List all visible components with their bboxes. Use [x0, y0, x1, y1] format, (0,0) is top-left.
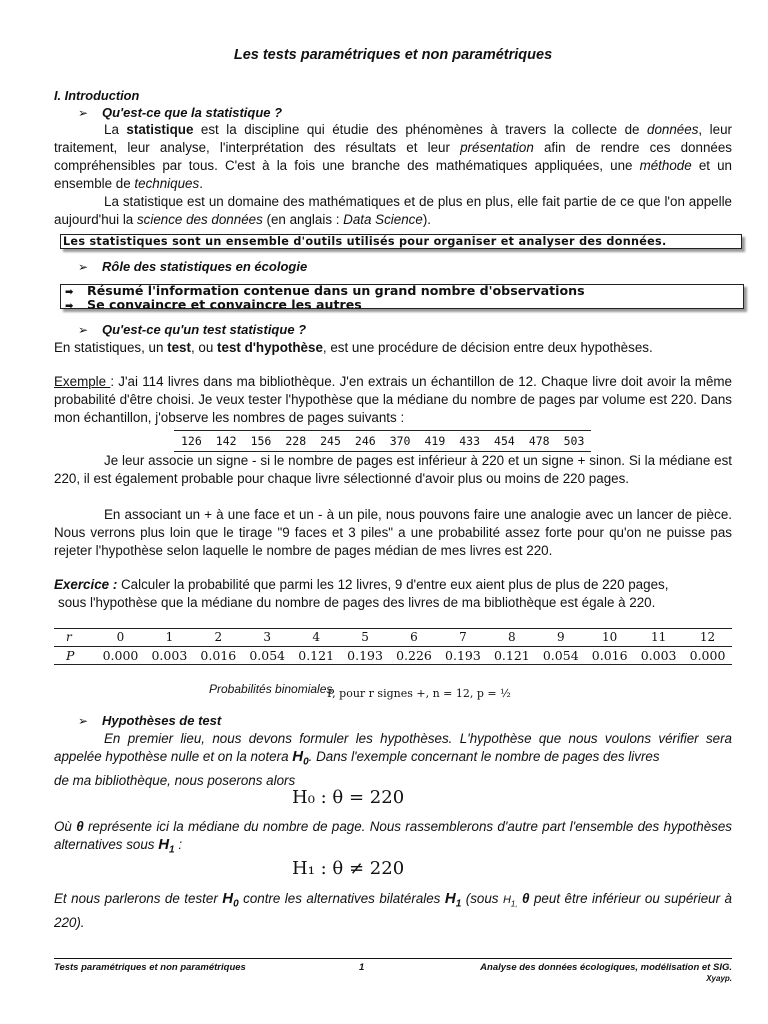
table-cell: 0.016	[200, 648, 237, 663]
table-cell: 0	[116, 630, 125, 644]
table-cell: 142	[209, 431, 244, 452]
footer-author: Xyayp.	[706, 974, 732, 983]
paragraph-data-science: La statistique est un domaine des mathématiques et de plus en plus, elle fait partie de ce que l'on appelle aujourd'hui la science des données (en anglais : Data Science).	[54, 194, 732, 227]
table-cell: 0.000	[689, 648, 726, 663]
table-cell: 7	[459, 630, 467, 644]
footer-right: Analyse des données écologiques, modélisation et SIG.	[480, 962, 732, 973]
highlight-box-definition: Les statistiques sont un ensemble d'outils utilisés pour organiser et analyser des données.	[60, 234, 742, 249]
arrow-bullet-icon: ➢	[78, 260, 89, 274]
table-cell: 9	[556, 630, 565, 644]
table-cell: 3	[263, 630, 272, 644]
role-item: ➡ Résumé l'information contenue dans un grand nombre d'observations	[65, 283, 585, 298]
section-heading: I. Introduction	[54, 88, 140, 103]
table-cell: 433	[452, 431, 487, 452]
footer-left: Tests paramétriques et non paramétriques	[54, 962, 246, 973]
exercise-label: Exercice :	[54, 577, 118, 592]
table-cell: 0.226	[396, 648, 432, 663]
paragraph-definition: La statistique est la discipline qui étudie des phénomènes à travers la collecte de données, leur traitement, leur analyse, l'interprétation des résultats et leur présentation afin de rendre ces données compréhensibles par tous. C'est à la fois une branche des mathématiques appliquées, une méthode et un ensemble de techniques.	[54, 122, 732, 191]
bullet-heading: ➢ Qu'est-ce qu'un test statistique ?	[78, 322, 307, 337]
footer-divider	[54, 958, 732, 959]
document-page	[54, 0, 732, 1024]
table-cell: 370	[383, 431, 418, 452]
page-counts-table	[174, 430, 591, 452]
highlight-box-roles	[60, 283, 744, 312]
table-cell: 0.193	[347, 648, 383, 663]
role-item: ➡ Se convaincre et convaincre les autres	[65, 296, 362, 312]
table-cell: 0.003	[151, 648, 188, 663]
page-title: Les tests paramétriques et non paramétriques	[233, 47, 553, 63]
table-cell: 6	[410, 630, 418, 644]
table-cell: 0.016	[591, 648, 628, 663]
arrow-bullet-icon: ➢	[78, 714, 89, 728]
paragraph-example: Exemple : J'ai 114 livres dans ma bibliothèque. J'en extrais un échantillon de 12. Chaque livre doit avoir la même probabilité d'être choisi. Je veux tester l'hypothèse que la médiane du nombre de pages par volume est 220. Dans mon échantillon, j'observe les nombres de pages suivants :	[54, 374, 732, 425]
exercise-block: Exercice : Calculer la probabilité que parmi les 12 livres, 9 d'entre eux aient plus de plus de 220 pages, sous l'hypothèse que la médiane du nombre de pages des livres de ma bibliothèque est égale à 220.	[54, 577, 669, 610]
paragraph-coin-analogy: En associant un + à une face et un - à un pile, nous pouvons faire une analogie avec un lancer de pièce. Nous verrons plus loin que le tirage "9 faces et 3 piles" a une probabilité assez forte pour qu'on ne puisse pas rejeter l'hypothèse selon laquelle le nombre de pages médian de mes livres est 220.	[54, 507, 732, 558]
arrow-bullet-icon: ➢	[78, 106, 89, 120]
formula-h0: H₀ : θ = 220	[292, 787, 405, 808]
table-cell: 8	[508, 630, 516, 644]
bullet-heading: ➢ Hypothèses de test	[78, 713, 222, 728]
table-cell: 228	[278, 431, 313, 452]
table-row	[54, 647, 732, 664]
table-cell: 11	[650, 630, 667, 644]
table-cell: 503	[557, 431, 592, 452]
table-cell: 0.121	[298, 648, 335, 663]
table-cell: 454	[487, 431, 522, 452]
table-cell: 12	[699, 630, 716, 644]
table-cell: 10	[602, 630, 618, 644]
paragraph-signs: Je leur associe un signe - si le nombre de pages est inférieur à 220 et un signe + sinon. Si la médiane est 220, il est également probable pour chaque livre sélectionné d'avoir plus ou moins de 220 pages.	[54, 453, 732, 486]
paragraph-null-hypothesis: En premier lieu, nous devons formuler les hypothèses. L'hypothèse que nous voulons vérifier sera appelée hypothèse nulle et on la notera $H_0$. Dans l'exemple concernant le nombre de pages des livres de ma bibliothèque, nous poserons alors	[54, 731, 732, 788]
paragraph-bilateral-test: Et nous parlerons de tester $H_0$ contre les alternatives bilatérales $H_1$ (sous $H_{1,}$ θ peut être inférieur ou supérieur à 220).	[54, 890, 733, 930]
table-cell: 126	[174, 431, 209, 452]
table-cell: 1	[165, 630, 174, 644]
table-cell: 5	[361, 630, 369, 644]
arrow-bullet-icon: ➢	[78, 323, 89, 337]
row-label: r	[66, 630, 72, 644]
table-cell: 478	[522, 431, 557, 452]
table-cell: 0.193	[445, 648, 481, 663]
table-cell: 419	[417, 431, 452, 452]
table-cell: 245	[313, 431, 348, 452]
binomial-table	[54, 628, 732, 665]
table-caption: Probabilités binomiales	[209, 682, 333, 696]
row-label: P	[66, 648, 75, 663]
table-cell: 156	[244, 431, 279, 452]
table-row	[54, 629, 732, 647]
table-cell: 246	[348, 431, 383, 452]
bullet-heading: ➢ Qu'est-ce que la statistique ?	[78, 105, 283, 120]
table-caption-formula: P, pour r signes +, n = 12, p = ½	[327, 687, 511, 700]
formula-h1: H₁ : θ ≠ 220	[292, 858, 405, 879]
paragraph-test-definition: En statistiques, un test, ou test d'hypothèse, est une procédure de décision entre deux hypothèses.	[54, 340, 653, 355]
bullet-heading: ➢ Rôle des statistiques en écologie	[78, 259, 308, 274]
table-cell: 0.000	[102, 648, 139, 663]
arrow-right-icon: ➡	[65, 300, 74, 312]
table-cell: 0.054	[249, 648, 286, 663]
arrow-right-icon: ➡	[65, 287, 74, 298]
table-cell: 0.054	[542, 648, 579, 663]
table-cell: 4	[312, 630, 320, 644]
table-cell: 2	[214, 630, 223, 644]
page-number: 1	[359, 962, 365, 973]
table-cell: 0.121	[493, 648, 530, 663]
table-cell: 0.003	[640, 648, 677, 663]
paragraph-alternative-hypothesis: Où θ représente ici la médiane du nombre de page. Nous rassemblerons d'autre part l'ensemble des hypothèses alternatives sous $H_1$ :	[54, 819, 732, 856]
